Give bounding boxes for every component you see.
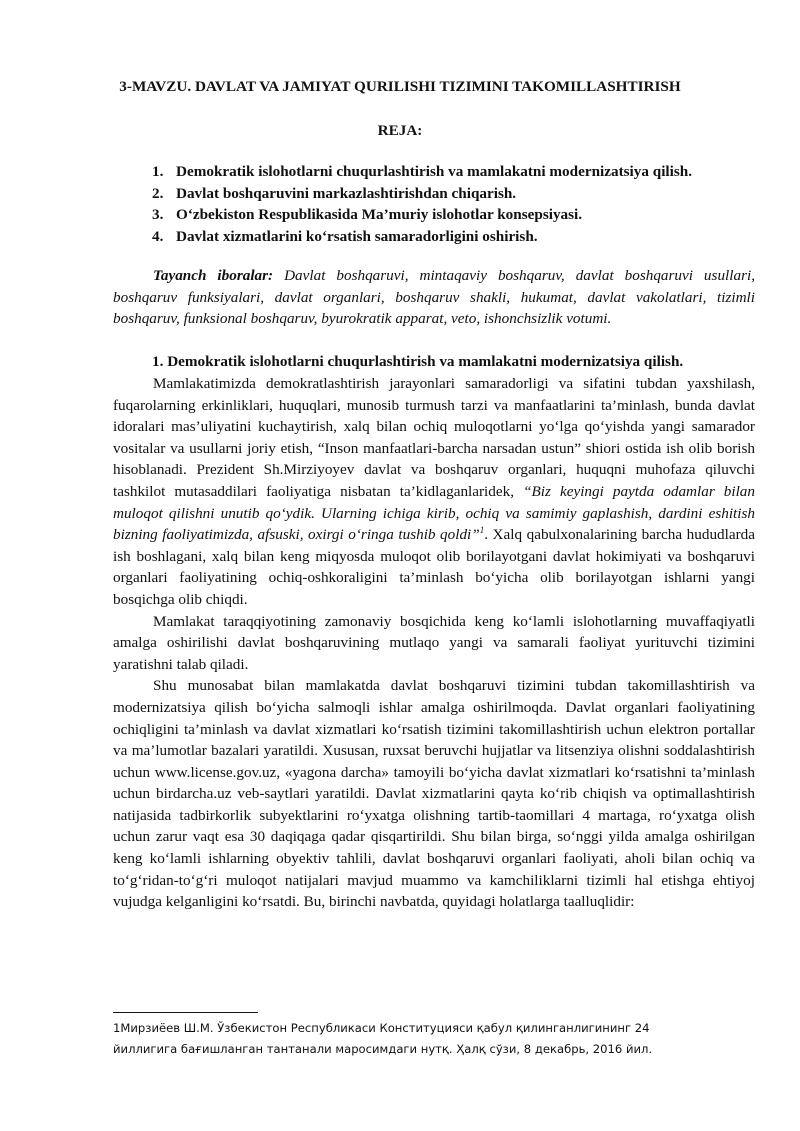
plan-item-text: Davlat xizmatlarini ko‘rsatish samaradorligini oshirish. bbox=[176, 227, 538, 245]
keywords-label: Tayanch iboralar: bbox=[153, 267, 274, 284]
plan-heading: REJA: bbox=[377, 122, 423, 139]
plan-item-number: 3. bbox=[152, 206, 164, 224]
plan-list bbox=[152, 161, 692, 247]
plan-item-text: Davlat boshqaruvini markazlashtirishdan chiqarish. bbox=[176, 184, 517, 202]
keywords-text: Davlat boshqaruvi, mintaqaviy boshqaruv, davlat boshqaruvi usullari, boshqaruv funksiyalari, davlat organlari, boshqaruv shakli, hukumat, davlat vakolatlari, tizimli boshqaruv, funksional boshqaruv, byurokratik apparat, veto, ishonchsizlik votumi. bbox=[113, 267, 755, 328]
plan-item bbox=[152, 226, 692, 248]
section-heading: 1. Demokratik islohotlarni chuqurlashtirish va mamlakatni modernizatsiya qilish. bbox=[152, 353, 684, 370]
paragraph-text: Mamlakatimizda demokratlashtirish jarayonlari samaradorligi va sifatini tubdan yaxshilash, fuqarolarning erkinliklari, huquqlari, munosib turmush tarzi va manfaatlarini ta’minlash, bunda davlat idoralari mas’uliyatini kuchaytirish, xalq bilan ochiq muloqotlarni yo‘lga qo‘yishda yangi samarador vositalar va usullarni joriy etish, “Inson manfaatlari-barcha narsadan ustun” shiori ostida ish olib borish hisoblanadi. Prezident Sh.Mirziyoyev davlat va boshqaruv organlari, huquqni muhofaza qiluvchi tashkilot mutasaddilari faoliyatiga nisbatan ta’kidlaganlaridek, bbox=[113, 375, 755, 500]
paragraph-text: . Xalq qabulxonalarining barcha hududlarda ish boshlagani, xalq bilan keng miqyosda muloqot olib borilayotgani davlat hokimiyati va boshqaruvi organlari faoliyatining ochiq-oshkoraligini ta’minlash bo‘yicha olib borilayotgan ishlarni yangi bosqichga olib chiqdi. bbox=[113, 526, 755, 608]
document-title: 3-MAVZU. DAVLAT VA JAMIYAT QURILISHI TIZIMINI TAKOMILLASHTIRISH bbox=[119, 78, 681, 95]
keywords-paragraph bbox=[113, 265, 755, 330]
plan-item bbox=[152, 204, 692, 226]
president-quote: “Biz keyingi paytda odamlar bilan muloqot qilishni unutib qo‘ydik. Ularning ichiga kirib, ochiq va samimiy gaplashish, dardini eshitish bizning faoliyatimizda, afsuski, oxirgi o‘ringa tushib qoldi” bbox=[113, 482, 755, 544]
plan-item-number: 4. bbox=[152, 227, 164, 245]
plan-item bbox=[152, 161, 692, 183]
footnote-separator bbox=[113, 1012, 258, 1013]
plan-item-text: O‘zbekiston Respublikasida Ma’muriy islohotlar konsepsiyasi. bbox=[176, 206, 583, 224]
footnote-reference: 1 bbox=[479, 525, 485, 536]
section-body bbox=[113, 373, 755, 913]
plan-item bbox=[152, 183, 692, 205]
body-paragraph: Mamlakat taraqqiyotining zamonaviy bosqichida keng ko‘lamli islohotlarning muvaffaqiyatli amalga oshirilishi davlat boshqaruvining mutlaqo yangi va samarali faoliyat yurituvchi tizimini yaratishni talab qiladi. bbox=[113, 612, 755, 673]
plan-item-text: Demokratik islohotlarni chuqurlashtirish va mamlakatni modernizatsiya qilish. bbox=[176, 163, 693, 180]
body-paragraph bbox=[113, 373, 755, 611]
body-paragraph: Shu munosabat bilan mamlakatda davlat boshqaruvi tizimini tubdan takomillashtirish va modernizatsiya qilish bo‘yicha salmoqli ishlar amalga oshirilmoqda. Davlat organlari faoliyatining ochiqligini ta’minlash va davlat xizmatlari ko‘rsatish tizimini takomillashtirish uchun elektron portallar va ma’lumotlar bazalari yaratildi. Xususan, ruxsat beruvchi hujjatlar va litsenziya olishni soddalashtirish uchun www.license.gov.uz, «yagona darcha» tamoyili bo‘yicha davlat xizmatlari ko‘rsatishni ta’minlash uchun birdarcha.uz veb-saytlari yaratildi. Davlat xizmatlarini qayta ko‘rib chiqish va optimallashtirish natijasida tadbirkorlik subyektlarini ro‘yxatga olishning tartib-taomillari 4 martaga, ro‘yxatga olish uchun zarur vaqt esa 30 daqiqaga qadar qisqartirildi. Shu bilan birga, so‘nggi yilda amalga oshirilgan keng ko‘lamli ishlarning obyektiv tahlili, davlat boshqaruvi organlari faoliyati, aholi bilan ochiq va to‘g‘ridan-to‘g‘ri muloqot natijalari mavjud muammo va kamchiliklarni tizimli hal etishga ehtiyoj vujudga kelganligini ko‘rsatdi. Bu, birinchi navbatda, quyidagi holatlarga taalluqlidir: bbox=[113, 677, 755, 911]
plan-item-number: 2. bbox=[152, 184, 164, 202]
plan-item-number: 1. bbox=[152, 163, 164, 180]
footnote-text: 1Мирзиёев Ш.М. Ўзбекистон Республикаси Конституцияси қабул қилинганлигининг 24 йиллигига бағишланган тантанали маросимдаги нутқ. Ҳалқ сўзи, 8 декабрь, 2016 йил. bbox=[113, 1021, 653, 1056]
